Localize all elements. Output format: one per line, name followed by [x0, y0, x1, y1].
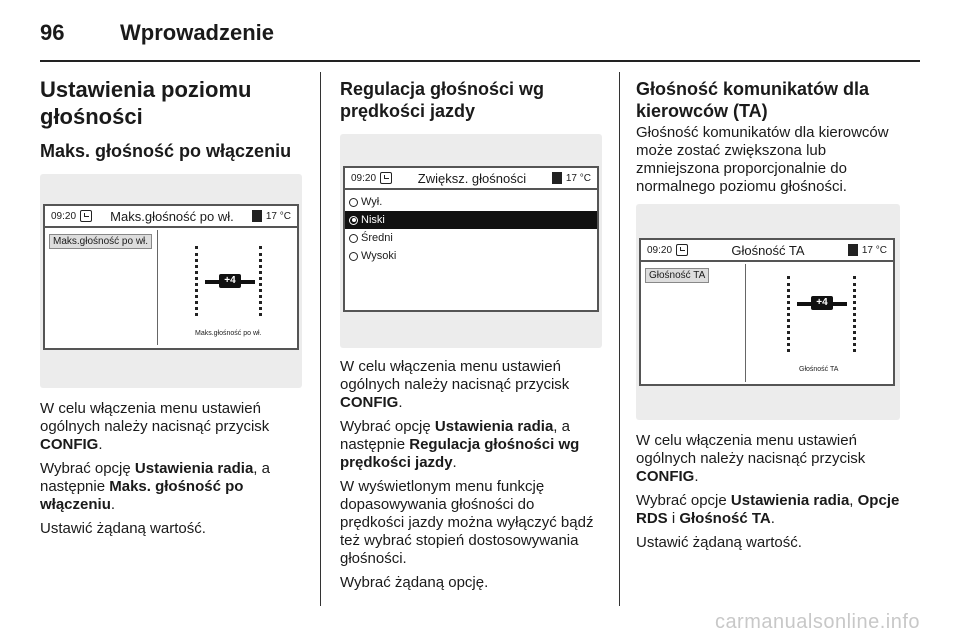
- radio-icon: [349, 234, 358, 243]
- list-item: Głośność TA: [645, 268, 709, 283]
- radio-icon: [349, 198, 358, 207]
- clock-icon: [80, 210, 92, 222]
- paragraph-2: Wybrać opcje Ustawienia radia, Opcje RDS i Głośność TA.: [636, 492, 900, 527]
- radio-selected-icon: [349, 216, 358, 225]
- display-screen: [43, 204, 299, 350]
- section-title: Głośność komunikatów dla kierowców (TA): [636, 79, 870, 121]
- pane-divider: [745, 264, 746, 382]
- display-screen: [343, 166, 599, 312]
- screenshot-speed-volume: [340, 134, 602, 348]
- temperature: 17 °C: [265, 210, 291, 222]
- column-divider-1: [320, 72, 321, 606]
- option-list: [345, 190, 597, 265]
- screenshot-max-volume: [40, 174, 302, 388]
- dot-scale-right: [259, 246, 262, 316]
- column-speed-volume: [340, 72, 602, 598]
- paragraph-1: W celu włączenia menu ustawień ogólnych należy nacisnąć przycisk CONFIG.: [40, 400, 270, 453]
- screenshot-ta-volume: [636, 204, 900, 420]
- music-note-icon: [848, 244, 858, 256]
- screen-title: Maks.głośność po wł.: [110, 208, 234, 224]
- dot-scale-right: [853, 276, 856, 352]
- column-max-volume: [40, 72, 302, 544]
- paragraph-3: Ustawić żądaną wartość.: [40, 520, 206, 537]
- display-screen: [639, 238, 895, 386]
- temperature: 17 °C: [861, 244, 887, 256]
- status-bar: [45, 206, 297, 228]
- section-title: Ustawienia poziomu głośności: [40, 77, 252, 129]
- slider-value: +4: [219, 274, 241, 288]
- watermark: carmanualsonline.info: [714, 611, 920, 633]
- chapter-title: Wprowadzenie: [120, 20, 275, 45]
- dot-scale-left: [787, 276, 790, 352]
- radio-icon: [349, 252, 358, 261]
- pane-divider: [157, 230, 158, 345]
- clock-time: 09:20: [51, 210, 77, 222]
- clock-icon: [676, 244, 688, 256]
- clock-icon: [380, 172, 392, 184]
- screen-title: Głośność TA: [731, 242, 805, 258]
- slider-caption: Głośność TA: [799, 366, 839, 373]
- clock-time: 09:20: [647, 244, 673, 256]
- clock-time: 09:20: [351, 172, 377, 184]
- status-bar: [345, 168, 597, 190]
- screen-title: Zwiększ. głośności: [417, 170, 527, 186]
- slider-caption: Maks.głośność po wł.: [195, 330, 262, 337]
- page-header: [40, 18, 274, 48]
- paragraph-2: Wybrać opcję Ustawienia radia, a następnie Regulacja głośności wg prędkości jazdy.: [340, 418, 580, 471]
- paragraph-3: Ustawić żądaną wartość.: [636, 534, 802, 551]
- section-title: Regulacja głośności wg prędkości jazdy: [340, 79, 545, 121]
- page-number: 96: [40, 20, 65, 45]
- column-divider-2: [619, 72, 620, 606]
- list-item: Maks.głośność po wł.: [49, 234, 152, 249]
- subsection-title: Maks. głośność po włączeniu: [40, 141, 292, 161]
- status-bar: [641, 240, 893, 262]
- slider-value: +4: [811, 296, 833, 310]
- option-medium[interactable]: Średni: [345, 229, 597, 247]
- paragraph-1: W celu włączenia menu ustawień ogólnych należy nacisnąć przycisk CONFIG.: [340, 358, 570, 411]
- header-divider: [40, 60, 920, 62]
- paragraph-4: Wybrać żądaną opcję.: [340, 574, 489, 591]
- temperature: 17 °C: [565, 172, 591, 184]
- column-ta-volume: [636, 72, 906, 558]
- dot-scale-left: [195, 246, 198, 316]
- paragraph-1: W celu włączenia menu ustawień ogólnych należy nacisnąć przycisk CONFIG.: [636, 432, 866, 485]
- intro-paragraph: Głośność komunikatów dla kierowców może zostać zwiększona lub zmniejszona proporcjonalnie do normalnego poziomu głośności.: [636, 124, 889, 195]
- option-off[interactable]: Wył.: [345, 193, 597, 211]
- option-high[interactable]: Wysoki: [345, 247, 597, 265]
- music-note-icon: [252, 210, 262, 222]
- paragraph-3: W wyświetlonym menu funkcję dopasowywania głośności do prędkości jazdy można wyłączyć bądź też wybrać stopień dostosowywania głośności.: [340, 478, 594, 567]
- paragraph-2: Wybrać opcję Ustawienia radia, a następnie Maks. głośność po włączeniu.: [40, 460, 270, 513]
- option-low[interactable]: Niski: [345, 211, 597, 229]
- music-note-icon: [552, 172, 562, 184]
